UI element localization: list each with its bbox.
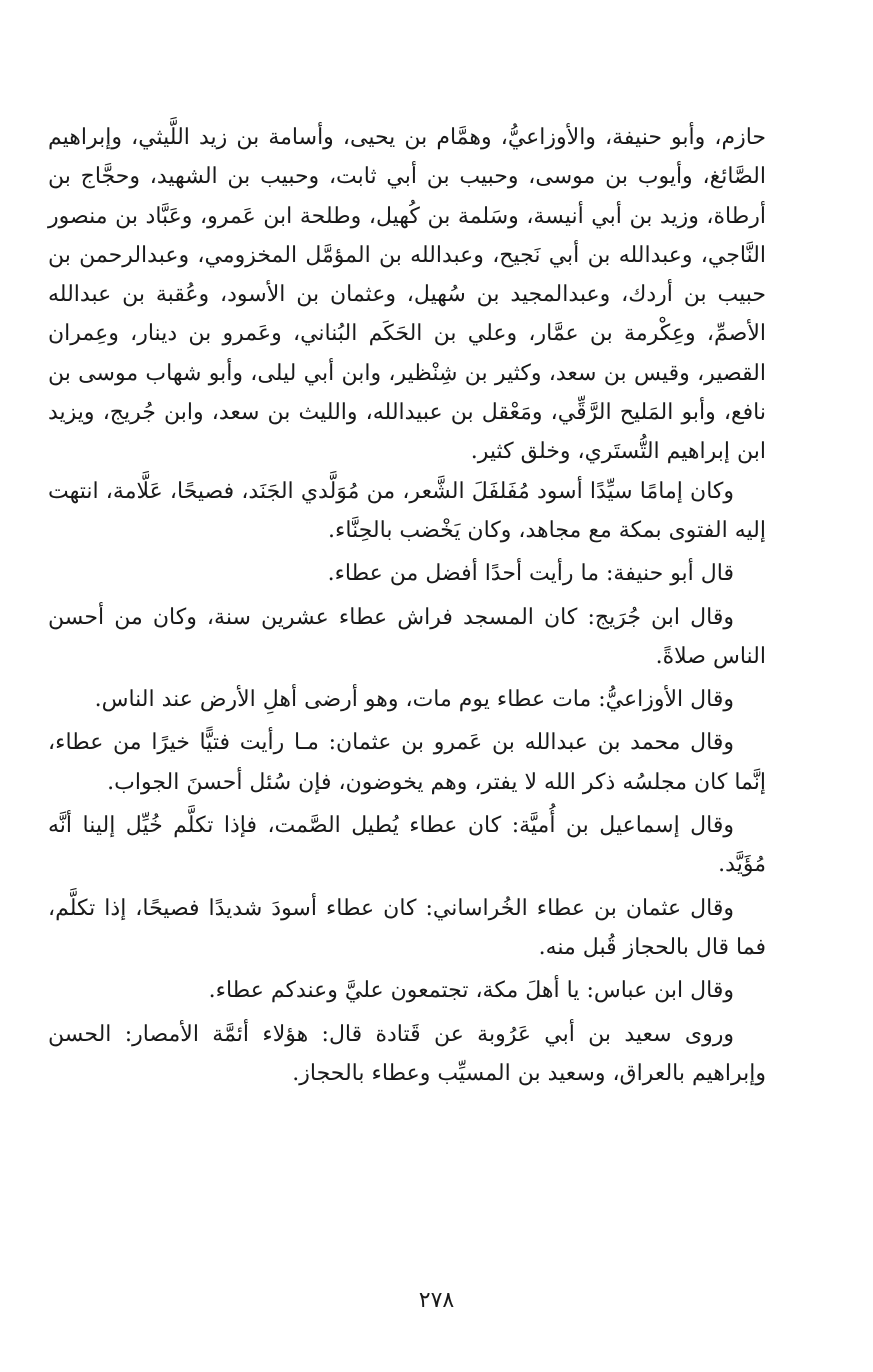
paragraph: وكان إمامًا سيِّدًا أسود مُفَلفَلَ الشَّعر، من مُوَلَّدي الجَنَد، فصيحًا، عَلَّامة، انتهت إليه الفتوى بمكة مع مجاهد، وكان يَخْضب بالحِنَّاء. bbox=[48, 478, 766, 543]
paragraph: وقال إسماعيل بن أُميَّة: كان عطاء يُطيل الصَّمت، فإذا تكلَّم خُيِّل إلينا أنَّه مُؤَيَّد. bbox=[48, 813, 766, 878]
paragraph: حازم، وأبو حنيفة، والأوزاعيُّ، وهمَّام بن يحيى، وأسامة بن زيد اللَّيثي، وإبراهيم الصَّائغ، وأيوب بن موسى، وحبيب بن أبي ثابت، وحبيب بن الشهيد، وحجَّاج بن أرطاة، وزيد بن أبي أنيسة، وسَلمة بن كُهيل، وطلحة ابن عَمرو، وعَبَّاد بن منصور النَّاجي، وعبدالله بن أبي نَجيح، وعبدالله بن المؤمَّل المخزومي، وعبدالرحمن بن حبيب بن أردك، وعبدالمجيد بن سُهيل، وعثمان بن الأسود، وعُقبة بن عبدالله الأصمِّ، وعِكْرمة بن عمَّار، وعلي بن الحَكَم البُناني، وعَمرو بن دينار، وعِمران القصير، وقيس بن سعد، وكثير بن شِنْظير، وابن أبي ليلى، وأبو شهاب موسى بن نافع، وأبو المَليح الرَّقِّي، ومَعْقل بن عبيدالله، والليث بن سعد، وابن جُريج، ويزيد ابن إبراهيم التُّستَري، وخلق كثير. bbox=[48, 125, 766, 465]
paragraph: وقال ابن جُرَيج: كان المسجد فراش عطاء عشرين سنة، وكان من أحسن الناس صلاةً. bbox=[48, 604, 766, 669]
paragraph: وروى سعيد بن أبي عَرُوبة عن قَتادة قال: هؤلاء أئمَّة الأمصار: الحسن وإبراهيم بالعراق، وسعيد بن المسيِّب وعطاء بالحجاز. bbox=[48, 1021, 766, 1086]
paragraph: قال أبو حنيفة: ما رأيت أحدًا أفضل من عطاء. bbox=[327, 561, 734, 587]
page-body bbox=[48, 118, 766, 1093]
paragraph: وقال عثمان بن عطاء الخُراساني: كان عطاء أسودَ شديدًا فصيحًا، إذا تكلَّم، فما قال بالحجاز قُبل منه. bbox=[48, 895, 766, 960]
paragraph: وقال الأوزاعيُّ: مات عطاء يوم مات، وهو أرضى أهلِ الأرض عند الناس. bbox=[94, 687, 734, 713]
page-number: ٢٧٨ bbox=[418, 1288, 455, 1313]
paragraph: وقال محمد بن عبدالله بن عَمرو بن عثمان: مـا رأيت فتيًّا خيرًا من عطاء، إنَّما كان مجلسُه ذكر الله لا يفتر، وهم يخوضون، فإن سُئل أحسنَ الجواب. bbox=[48, 730, 766, 795]
paragraph: وقال ابن عباس: يا أهلَ مكة، تجتمعون عليَّ وعندكم عطاء. bbox=[208, 978, 734, 1004]
